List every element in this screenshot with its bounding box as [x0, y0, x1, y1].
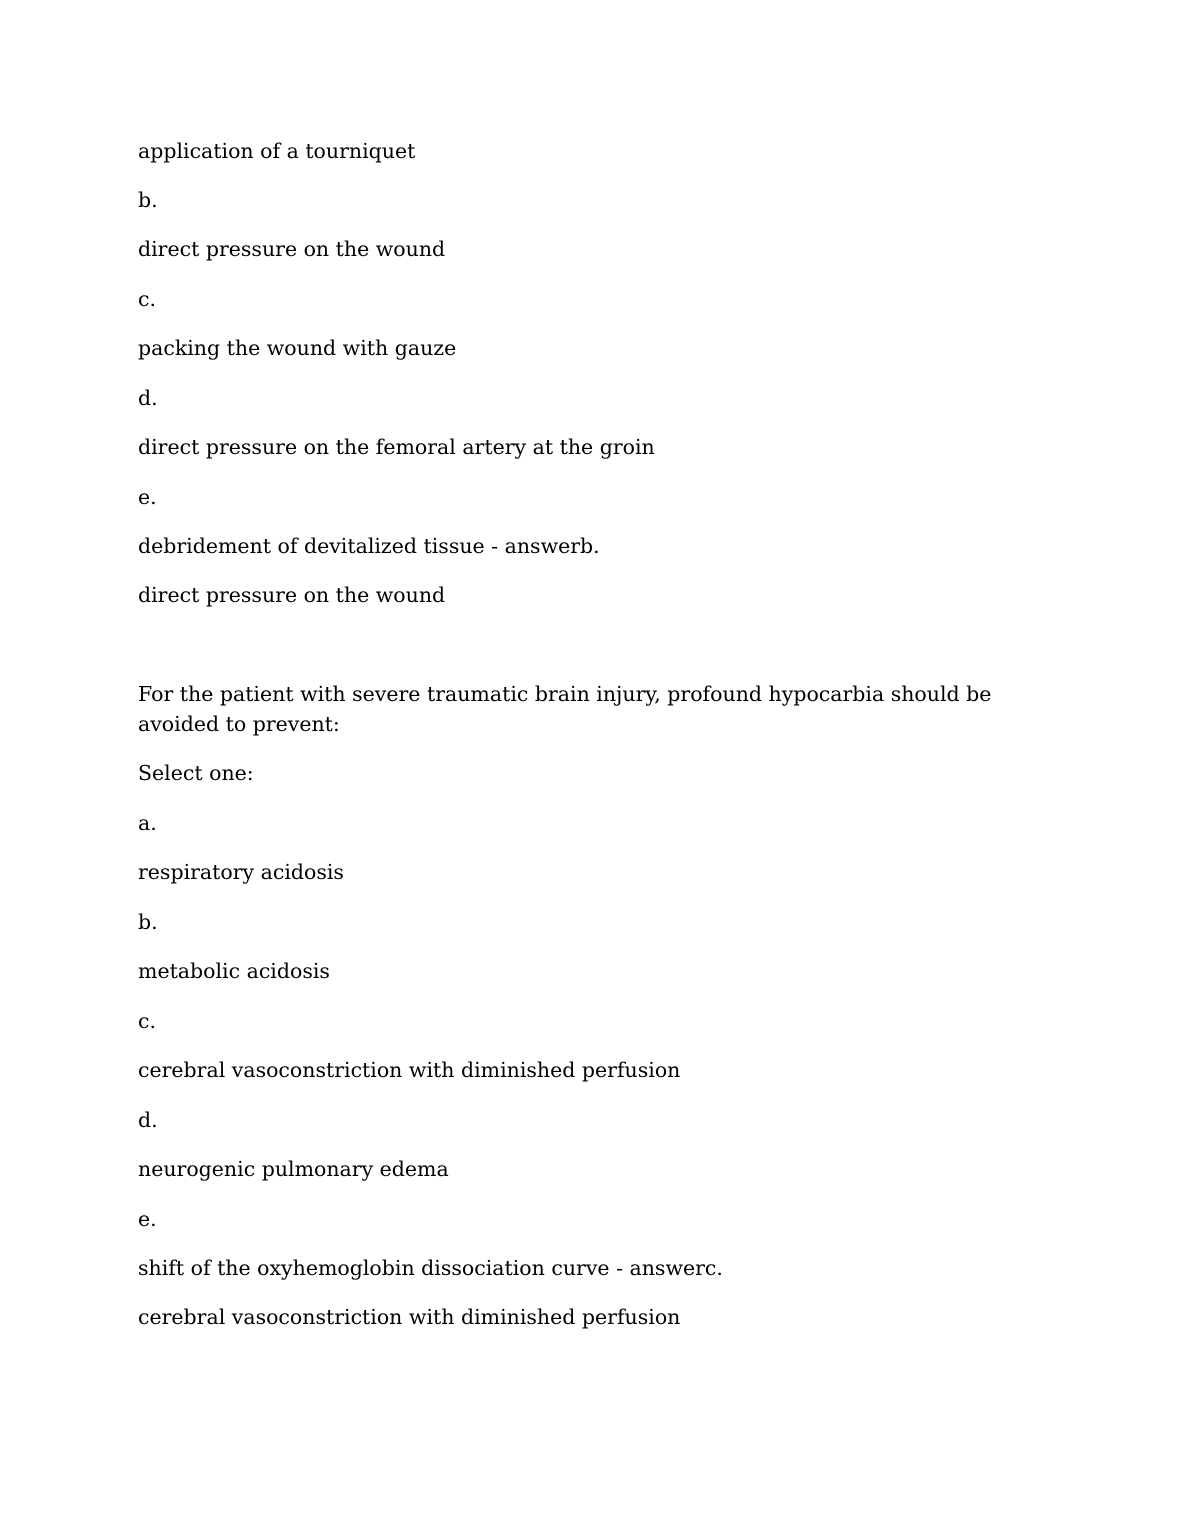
option-letter: c. — [138, 1009, 156, 1033]
answer-text: cerebral vasoconstriction with diminished perfusion — [138, 1305, 681, 1329]
option-letter: d. — [138, 386, 158, 410]
option-text: application of a tourniquet — [138, 139, 416, 163]
answer-text: direct pressure on the wound — [138, 583, 446, 607]
option-text: packing the wound with gauze — [138, 336, 457, 360]
option-text-with-answer: shift of the oxyhemoglobin dissociation curve - answerc. — [138, 1256, 723, 1280]
option-text: direct pressure on the femoral artery at the groin — [138, 435, 655, 459]
option-text: neurogenic pulmonary edema — [138, 1157, 449, 1181]
option-letter: b. — [138, 910, 158, 934]
option-letter: b. — [138, 188, 158, 212]
option-letter: c. — [138, 287, 156, 311]
option-letter: e. — [138, 1207, 157, 1231]
option-text: metabolic acidosis — [138, 959, 330, 983]
question-prompt: For the patient with severe traumatic brain injury, profound hypocarbia should be avoided to prevent: — [138, 682, 992, 736]
option-text: direct pressure on the wound — [138, 237, 446, 261]
option-letter: e. — [138, 485, 157, 509]
option-text-with-answer: debridement of devitalized tissue - answerb. — [138, 534, 600, 558]
select-one-label: Select one: — [138, 761, 254, 785]
option-letter: d. — [138, 1108, 158, 1132]
option-text: cerebral vasoconstriction with diminished perfusion — [138, 1058, 681, 1082]
option-letter: a. — [138, 811, 157, 835]
option-text: respiratory acidosis — [138, 860, 344, 884]
